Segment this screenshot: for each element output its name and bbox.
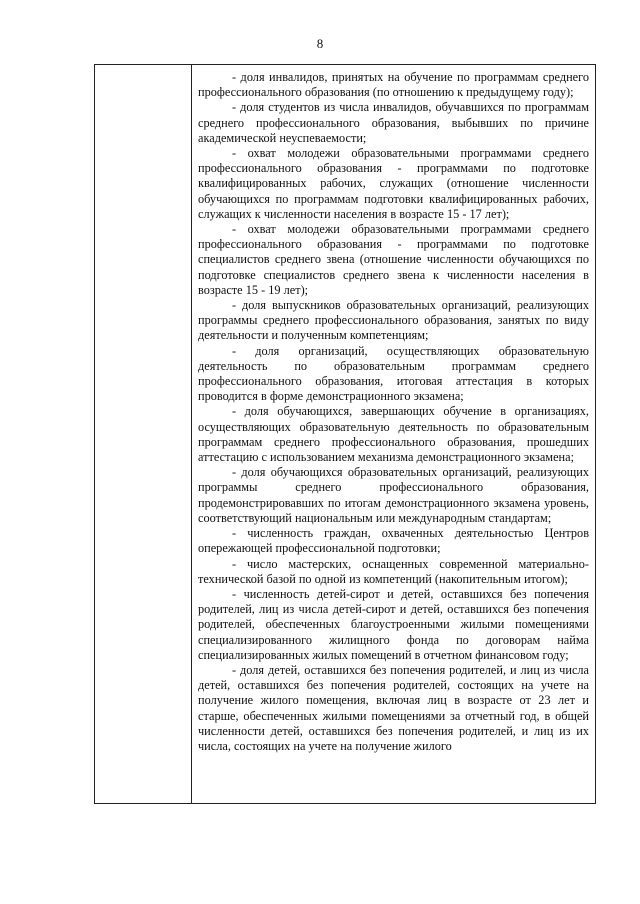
- list-item: - охват молодежи образовательными программами среднего профессионального образования - программами по подготовке квалифицированных рабочих, служащих (отношение численности обучающихся по программам подготовки квалифицированных рабочих, служащих к численности населения в возрасте 15 - 17 лет);: [198, 146, 589, 221]
- list-item: - доля организаций, осуществляющих образовательную деятельность по образовательным программам среднего профессионального образования, итоговая аттестация в которых проводится в форме демонстрационного экзамена;: [198, 343, 589, 404]
- list-item: - доля выпускников образовательных организаций, реализующих программы среднего профессионального образования, занятых по виду деятельности и полученным компетенциям;: [198, 298, 589, 343]
- list-item: - численность граждан, охваченных деятельностью Центров опережающей профессиональной подготовки;: [198, 526, 589, 556]
- page-number: 8: [316, 36, 324, 51]
- table-right-column: [192, 65, 595, 803]
- list-item: - доля инвалидов, принятых на обучение по программам среднего профессионального образования (по отношению к предыдущему году);: [198, 70, 589, 100]
- list-item: - число мастерских, оснащенных современной материально-технической базой по одной из компетенций (накопительным итогом);: [198, 556, 589, 586]
- list-item: - доля обучающихся, завершающих обучение в организациях, осуществляющих образовательную деятельность по образовательным программам среднего профессионального образования, прошедших аттестацию с использованием механизма демонстрационного экзамена;: [198, 404, 589, 465]
- list-item: - доля студентов из числа инвалидов, обучавшихся по программам среднего профессионального образования, выбывших по причине академической неуспеваемости;: [198, 100, 589, 145]
- list-item: - охват молодежи образовательными программами среднего профессионального образования - программами по подготовке специалистов среднего звена (отношение численности обучающихся по подготовке специалистов среднего звена к численности населения в возрасте 15 - 19 лет);: [198, 222, 589, 297]
- document-table: [94, 64, 596, 804]
- list-item: - численность детей-сирот и детей, оставшихся без попечения родителей, лиц из числа детей-сирот и детей, оставшихся без попечения родителей, обеспеченных благоустроенными жилыми помещениями специализированного жилищного фонда по договорам найма специализированных жилых помещений в отчетном финансовом году;: [198, 586, 589, 662]
- list-item: - доля детей, оставшихся без попечения родителей, и лиц из числа детей, оставшихся без попечения родителей, состоящих на учете на получение жилого помещения, включая лиц в возрасте от 23 лет и старше, обеспеченных жилыми помещениями за отчетный год, в общей численности детей, оставшихся без попечения родителей, и лиц из их числа, состоящих на учете на получение жилого: [198, 662, 589, 753]
- list-item: - доля обучающихся образовательных организаций, реализующих программы среднего профессионального образования, продемонстрировавших по итогам демонстрационного экзамена уровень, соответствующий национальным или международным стандартам;: [198, 465, 589, 525]
- table-left-column: [95, 65, 192, 803]
